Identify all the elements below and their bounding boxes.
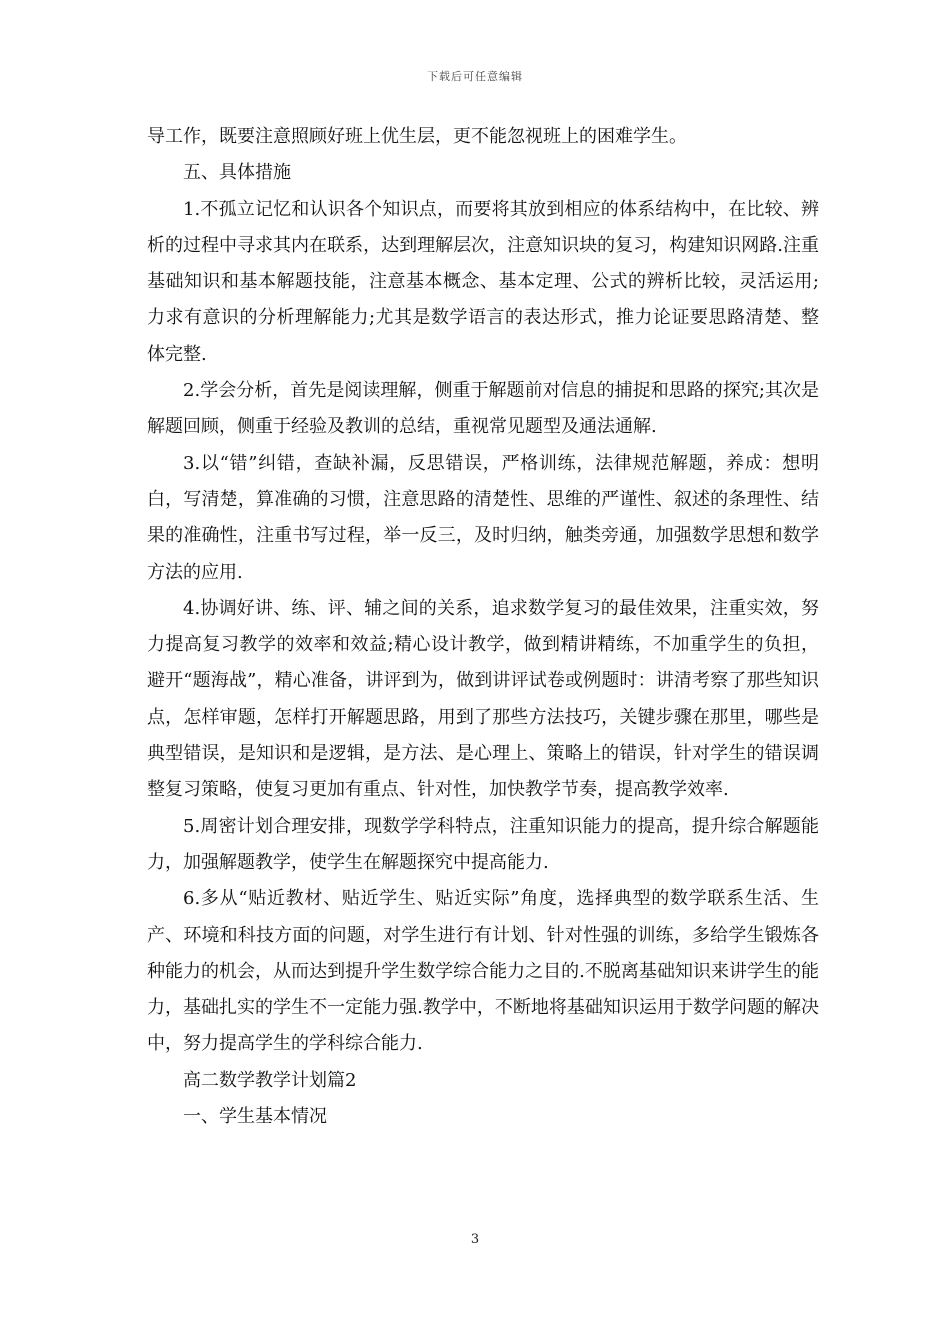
paragraph-measure-5: 5.周密计划合理安排，现数学学科特点，注重知识能力的提高，提升综合解题能力，加强解题教学，使学生在解题探究中提高能力. [147,815,819,873]
paragraph-measure-6: 6.多从“贴近教材、贴近学生、贴近实际”角度，选择典型的数学联系生活、生产、环境和科技方面的问题，对学生进行有计划、针对性强的训练，多给学生锻炼各种能力的机会，从而达到提升学生数学综合能力之目的.不脱离基础知识来讲学生的能力，基础扎实的学生不一定能力强.教学中，不断地将基础知识运用于数学问题的解决中，努力提高学生的学科综合能力. [147,888,819,1055]
document-body [147,119,819,1135]
paragraph-measure-3: 3.以“错”纠错，查缺补漏，反思错误，严格训练，法律规范解题，养成：想明白，写清楚，算准确的习惯，注意思路的清楚性、思维的严谨性、叙述的条理性、结果的准确性，注重书写过程，举一反三，及时归纳，触类旁通，加强数学思想和数学方法的应用. [147,452,819,583]
page-header: 下载后可任意编辑 [427,70,523,83]
paragraph-measure-2: 2.学会分析，首先是阅读理解，侧重于解题前对信息的捕捉和思路的探究;其次是解题回顾，侧重于经验及教训的总结，重视常见题型及通法通解. [147,380,819,438]
section-heading-measures: 五、具体措施 [183,162,291,184]
paragraph-measure-1: 1.不孤立记忆和认识各个知识点，而要将其放到相应的体系结构中，在比较、辨析的过程中寻求其内在联系，达到理解层次，注意知识块的复习，构建知识网路.注重基础知识和基本解题技能，注意基本概念、基本定理、公式的辨析比较，灵活运用;力求有意识的分析理解能力;尤其是数学语言的表达形式，推力论证要思路清楚、整体完整. [147,198,819,365]
article-title-part-2: 高二数学教学计划篇2 [183,1069,357,1091]
paragraph-continuation: 导工作，既要注意照顾好班上优生层，更不能忽视班上的困难学生。 [147,126,687,147]
paragraph-measure-4: 4.协调好讲、练、评、辅之间的关系，追求数学复习的最佳效果，注重实效，努力提高复习教学的效率和效益;精心设计教学，做到精讲精练，不加重学生的负担，避开“题海战”，精心准备，讲评到为，做到讲评试卷或例题时：讲清考察了那些知识点，怎样审题，怎样打开解题思路，用到了那些方法技巧，关键步骤在那里，哪些是典型错误，是知识和是逻辑，是方法、是心理上、策略上的错误，针对学生的错误调整复习策略，使复习更加有重点、针对性，加快教学节奏，提高教学效率. [147,597,819,801]
page-number: 3 [470,1232,480,1247]
section-heading-students: 一、学生基本情况 [183,1106,327,1128]
